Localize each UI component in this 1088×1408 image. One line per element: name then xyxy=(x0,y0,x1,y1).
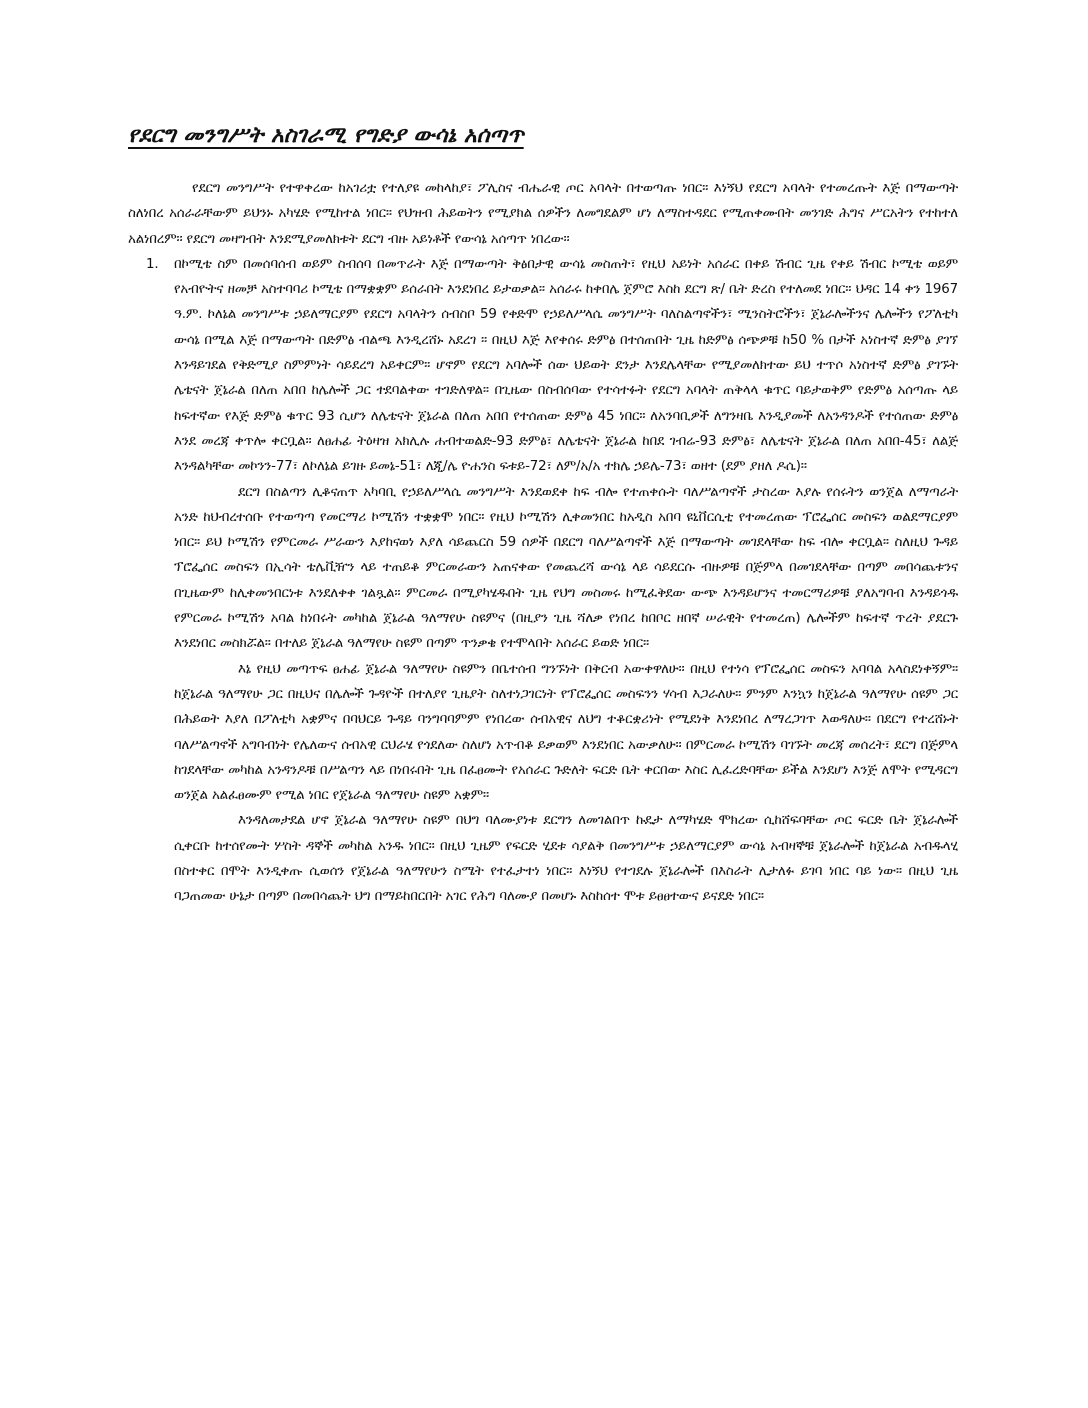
list-item xyxy=(128,252,958,910)
document-body xyxy=(128,176,958,910)
paragraph-inquiry-commission: ደርግ በስልጣን ሊቆናጠጥ አካባቢ የኃይለሥላሴ መንግሥት እንደወደቀ ከፍ ብሎ የተጠቀሱት ባለሥልጣኖች ታስረው እያሉ የሰሩትን ወንጀል ለማጣራት አንድ ከህብረተሰቡ የተወጣጣ የመርማሪ ኮሚሽን ተቋቋሞ ነበር፡፡ የዚህ ኮሚሽን ሊቀመንበር ከአዲስ አበባ ዩኒቨርሲቲ የተመረጠው ፕሮፌሰር መስፍን ወልደማርያም ነበር፡፡ ይህ ኮሚሽን የምርመራ ሥራውን እያከናወነ እያለ ሳይጨርስ 59 ሰዎች በደርግ ባለሥልጣኖች እጅ በማውጣት መገደላቸው ከፍ ብሎ ቀርቧል፡፡ ስለዚህ ጉዳይ ፕሮፌሰር መስፍን በኢሳት ቴሌቪዥን ላይ ተጠይቆ ምርመራውን አጠናቀው የመጨረሻ ውሳኔ ላይ ሳይደርሱ ብዙዎቹ በጅምላ በመገደላቸው በጣም መበሳጨቱንና በጊዜውም ከሊቀመንበርነቱ እንደለቀቀ ገልጿል፡፡ ምርመራ በሚያካሄዱበት ጊዜ የህግ መስመሩ ከሚፈቅደው ውጭ እንዳይሆንና ተመርማሪዎቹ ያለአግባብ እንዳይጎዱ የምርመራ ኮሚሽን አባል ከነበሩት መካከል ጀኔራል ዓለማየሁ ስዩምና (በዚያን ጊዜ ሻለቃ የነበረ ከበቦር ዘበኛ ሠራዊት የተመረጠ) ሌሎችም ከፍተኛ ጥረት ያደርጉ እንደነበር መስክሯል፡፡ በተለይ ጀኔራል ዓለማየሁ ስዩም በጣም ጥንቃቄ የተሞላበት አሰራር ይወድ ነበር፡፡ xyxy=(174,484,958,652)
numbered-list xyxy=(128,252,958,910)
intro-paragraph: የደርግ መንግሥት የተዋቀረው ከአገሪቷ የተለያዩ መከላከያ፣ ፖሊስና ብሔራዊ ጦር አባላት በተወጣጡ ነበር፡፡ እነኝህ የደርግ አባላት የተመረጡት እጅ በማውጣት ስለነበረ አሰራራቸውም ይህንኑ አካሄድ የሚከተል ነበር፡፡ የህዝብ ሕይወትን የሚያክል ሰዎችን ለመግደልም ሆነ ለማስተዳደር የሚጠቀሙበት መንገድ ሕግና ሥርአትን የተከተለ አልነበረም፡፡ የደርግ መዛግብት እንደሚያመለክቱት ደርግ ብዙ አይነቶች የውሳኔ አሰጣጥ ነበረው፡፡ xyxy=(128,181,958,247)
paragraph-author-testimony: እኔ የዚህ መጣጥፍ ፀሐፊ ጀኔራል ዓለማየሁ ስዩምን በቤተሰብ ግንኙነት በቅርብ አውቀዋለሁ፡፡ በዚህ የተነሳ የፕሮፌሰር መስፍን አባባል አላስደነቀኝም፡፡ ከጀኔራል ዓለማየሁ ጋር በዚህና በሌሎች ጉዳዮች በተለያየ ጊዜያት ስለተነጋገርነት የፕሮፌሰር መስፍንን ሃሳብ እጋራለሁ፡፡ ምንም እንኳን ከጀኔራል ዓለማየሁ ሰዩም ጋር በሕይወት እያለ በፖለቲካ አቋምና በባህርይ ጉዳይ ባንግባባምም የነበረው ሰብአዊና ለህግ ተቆርቋሪነት የሚደነቅ እንደነበረ ለማረጋገጥ እወዳለሁ፡፡ በደርግ የተረሸኑት ባለሥልጣኖች አግባብነት የሌለውና ሰብአዊ ርህራሄ የጎደለው ስለሆነ አጥብቆ ይቃወም እንደነበር አውቃለሁ፡፡ በምርመራ ኮሚሽን ባገኙት መረጃ መሰረት፣ ደርግ በጅምላ ከገደላቸው መካከል አንዳንዶቹ በሥልጣን ላይ በነበሩበት ጊዜ በፈፀሙት የአሰራር ጉድለት ፍርድ ቤት ቀርበው እስር ሊፈረድባቸው ይችል እንደሆነ እንጅ ለሞት የሚዳርግ ወንጀል አልፈፀሙም የሚል ነበር የጀኔራል ዓለማየሁ ስዩም አቋም፡፡ xyxy=(174,661,958,804)
document-title: የደርግ መንግሥት አስገራሚ የግድያ ውሳኔ አሰጣጥ xyxy=(128,122,524,148)
paragraph-military-court: እንዳለመታደል ሆኖ ጀኔራል ዓለማየሁ ስዩም በህግ ባለሙያነቱ ደርግን ለመገልበጥ ኩዴታ ለማካሄድ ሞክረው ሲከሸፍባቸው ጦር ፍርድ ቤት ጀኔራሎች ሲቀርቡ ከተሰየሙት ሦስት ዳኞች መካከል አንዱ ነበር፡፡ በዚህ ጊዜም የፍርድ ሂደቱ ሳያልቅ በመንግሥቱ ኃይለማርያም ውሳኔ አብዛኞቹ ጀኔራሎች ከጀኔራል አብዱላሂ በስተቀር በሞት እንዲቀጡ ሲወሰን የጀኔራል ዓለማየሁን ስሜት የተፈታተነ ነበር፡፡ እነኝህ የተገደሉ ጀኔራሎች በእስራት ሊታለፉ ይገባ ነበር ባይ ነው፡፡ በዚህ ጊዜ ባጋጠመው ሁኔታ በጣም በመበሳጨት ህግ በማይከበርበት አገር የሕግ ባለሙያ በመሆኑ እስከሰተ ሞቱ ይፀፀተውና ይናደድ ነበር፡፡ xyxy=(174,813,958,905)
list-number: 1. xyxy=(146,256,159,272)
paragraph-vote-decision: በኮሚቴ ስም በመሰባሰብ ወይም ስብሰባ በመጥራት እጅ በማውጣት ቅፅበታዊ ውሳኔ መስጠት፣ የዚህ አይነት አሰራር በቀይ ሽብር ጊዜ የቀይ ሽብር ኮሚቴ ወይም የአብዮትና ዘመቻ አስተባባሪ ኮሚቴ በማቋቋም ይሰራበት እንደነበረ ይታወቃል፡፡ አሰራሩ ከቀበሌ ጀምሮ እስከ ደርግ ጽ/ ቤት ድረስ የተለመደ ነበር፡፡ ህዳር 14 ቀን 1967 ዓ.ም. ኮለኔል መንግሥቱ ኃይለማርያም የደርግ አባላትን ሰብስቦ 59 የቀድሞ የኃይለሥላሴ መንግሥት ባለስልጣኖችን፣ ሚንስትሮችን፣ ጀኔራሎችንና ሌሎችን የፖለቲካ ውሳኔ በሚል እጅ በማውጣት በድምፅ ብልጫ እንዲረሸኑ አደረገ ፡፡ በዚህ እጅ እየቀሰሩ ድምፅ በተሰጠበት ጊዜ ከድምፅ ሰጭዎቹ ከ50 % በታች አነስተኛ ድምፅ ያገኘ እንዳይገደል የቅድሚያ ስምምነት ሳይደረግ አይቀርም፡፡ ሆኖም የደርግ አባሎች ሰው ህይወት ደንታ እንደሌላቸው የሚያመለክተው ይህ ተጥሶ አነስተኛ ድምፅ ያገኙት ሌቴናት ጀኔራል በለጠ አበበ ከሌሎች ጋር ተደባልቀው ተገድለዋል፡፡ በጊዜው በስብሰባው የተሳተፉት የደርግ አባላት ጠቅላላ ቁጥር ባይታወቅም የድምፅ አሰጣጡ ላይ ከፍተኛው የእጅ ድምፅ ቁጥር 93 ሲሆን ለሌቴናት ጀኔራል በለጠ አበበ የተሰጠው ድምፅ 45 ነበር፡፡ ለአንባቢዎች ለግንዛቤ እንዲያመች ለአንዳንዶች የተሰጠው ድምፅ እንደ መረጃ ቀጥሎ ቀርቧል፡፡ ለፀሐፊ ትዕዛዝ አክሊሉ ሐብተወልድ-93 ድምፅ፣ ለሌቴናት ጀኔራል ከበደ ገብሬ-93 ድምፅ፣ ለሌቴናት ጀኔራል በለጠ አበበ-45፣ ለልጅ እንዳልካቸው መኮንን-77፣ ለኮለኔል ይገዙ ይመኔ-51፣ ለጂ/ሌ ዮሐንስ ፍቱይ-72፣ ለም/አ/አ ተክሌ ኃይሌ-73፣ ወዘተ (ደም ያዘለ ዶሴ)፡፡ xyxy=(174,256,958,475)
